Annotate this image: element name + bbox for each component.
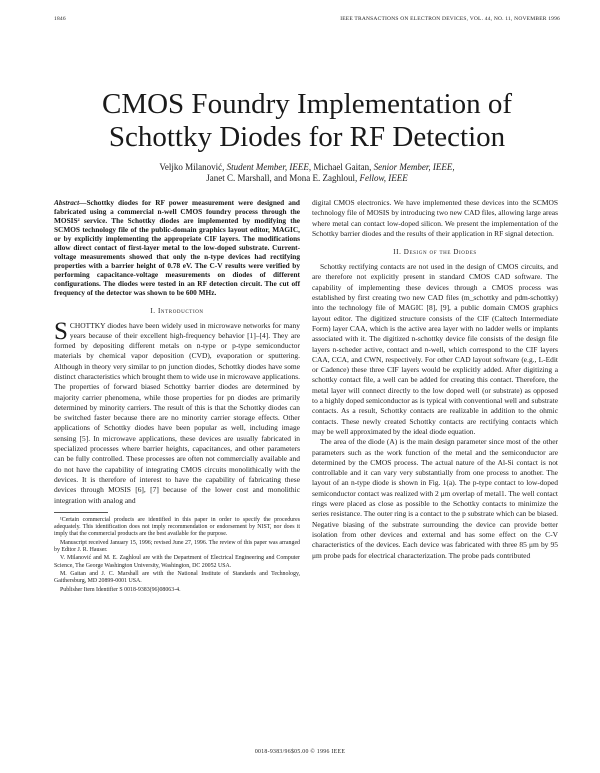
journal-header: IEEE TRANSACTIONS ON ELECTRON DEVICES, VOL. 44, NO. 11, NOVEMBER 1996 <box>340 16 560 22</box>
footnote: Manuscript received January 15, 1996; revised June 27, 1996. The review of this paper was arranged by Editor J. R. Hauser. <box>54 539 300 554</box>
drop-cap: S <box>54 317 68 345</box>
design-paragraph-2: The area of the diode (A) is the main design parameter since most of the other parameters such as the work function of the metal and the semiconductor are determined by the CMOS process. The actual nature of the Al-Si contact is not controllable and it can vary very substantially from one process to another. The layout of an n-type diode is shown in Fig. 1(a). The p-type contact to low-doped semiconductor contact was realized with 2 μm overlap of metal1. The well contact rings were placed as close as possible to the Schottky contacts to minimize the series resistance. The outer ring is a contact to the p substrate which can be biased. Negative biasing of the substrate surrounding the device can provide better isolation from other devices and external and has some effect on the C-V characteristics of the devices. Each device was fabricated with three 85 μm by 95 μm probe pads for electrical characterization. The probe pads contributed <box>312 437 558 560</box>
introduction-continued: digital CMOS electronics. We have implemented these devices into the SCMOS technology file of MOSIS by introducing two new CAD files, allowing large areas where metal can contact low-doped silicon. We present the implementation of the Schottky barrier diodes and the results of their application in RF signal detection. <box>312 198 558 238</box>
abstract-text: Schottky diodes for RF power measurement were designed and fabricated using a commercial n-well CMOS foundry process through the MOSIS² service. The Schottky diodes are implemented by modifying the SCMOS technology file of the public-domain graphics layout editor, MAGIC, or by explicitly implementing the appropriate CIF layers. The modifications allow direct contact of first-layer metal to the low-doped substrate. Current-voltage measurements showed that only the n-type devices had rectifying properties with a barrier height of 0.78 eV. The C-V results were verified by performing capacitance-voltage measurements on diodes of different configurations. The diodes were tested in an RF detection circuit. The cut off frequency of the detector was shown to be 600 MHz. <box>54 198 300 298</box>
design-paragraph-1: Schottky rectifying contacts are not used in the design of CMOS circuits, and are therefore not explicitly present in standard CMOS CAD software. The capability of implementing these devices through a CMOS process was established by first creating two new CAD files (m_schottky and pdm-schottky) into the technology file of MAGIC [8], [9], a public domain CMOS graphics layout editor. The digitized structure consists of the CIF (Caltech Intermediate Form) layer CAA, which is the active area layer with no ladder wells or implants associated with it. The digitized n-schottky device file consists of the design file layers n-scheder active, contact and n-well, which correspond to the CIF layers CAA, CCA, and CWN, respectively. For other CAD layout software (e.g., L-Edit or Cadence) these three CIF layers would be explicitly added. After digitizing a schottky contact file, a well can be added for creating this contact. Therefore, the metal layer will connect directly to the low doped well (or substrate) as opposed to a highly doped semiconductor as is typical with conventional well and substrate contacts. As a result, Schottky contacts are realizable in addition to the ohmic contacts. These newly created Schottky contacts are rectifying contacts which may be well approximated by the ideal diode equation. <box>312 262 558 436</box>
title-line-1: CMOS Foundry Implementation of <box>101 88 512 120</box>
left-column <box>54 198 300 595</box>
title-line-2: Schottky Diodes for RF Detection <box>108 121 506 153</box>
page-number: 1846 <box>54 16 66 22</box>
introduction-paragraph <box>54 317 300 506</box>
author-1: Veljko Milanović, <box>159 162 225 172</box>
footnotes <box>54 517 300 594</box>
footnote: ¹Certain commercial products are identified in this paper in order to specify the procedures adequately. This identification does not imply recommendation or endorsement by NIST, nor does it imply that the commercial products are the best available for the purpose. <box>54 516 300 538</box>
introduction-text: CHOTTKY diodes have been widely used in microwave networks for many years because of their excellent high-frequency behavior [1]–[4]. They are formed by depositing different metals on n-type or p-type semiconductor materials by chemical vapor deposition (CVD), evaporation or sputtering. Although in theory very similar to pn junction diodes, Schottky diodes have some distinct characteristics which brought them to wide use in microwave applications. The properties of forward biased Schottky barrier diodes are determined by majority carrier phenomena, while those properties for pn diodes are primarily determined by minority carriers. The result of this is that the Schottky diodes can be switched faster because there are no minority carrier storage effects. Other applications of Schottky diodes have been popular as well, including image sensing [5]. In microwave applications, these devices are usually fabricated in specialized processes where barrier heights, capacitances, and other parameters can be fully controlled. These processes are often not commercially available and do not have the capability of integrating CMOS circuits monolithically with the devices. It is therefore of interest to have the capability of fabricating these devices through MOSIS [6], [7] because of the lower cost and monolithic integration with analog and <box>54 320 300 505</box>
paper-title <box>54 88 560 154</box>
section-heading-design: II. Design of the Diodes <box>393 248 477 257</box>
abstract <box>54 198 300 298</box>
running-header <box>54 16 560 24</box>
abstract-label: Abstract— <box>54 198 87 207</box>
footnote: V. Milanović and M. E. Zaghloul are with the Department of Electrical Engineering and Computer Science, The George Washington University, Washington, DC 20052 USA. <box>54 555 300 569</box>
footnote: M. Gaitan and J. C. Marshall are with the National Institute of Standards and Technology, Gaithersburg, MD 20899-0001 USA. <box>54 570 300 585</box>
footnote: Publisher Item Identifier S 0018-9383(96)08063-4. <box>60 586 181 593</box>
author-2: Michael Gaitan, <box>313 162 372 172</box>
section-heading-introduction: I. Introduction <box>150 306 204 315</box>
issn-copyright: 0018-9383/96$05.00 © 1996 IEEE <box>254 749 346 755</box>
author-2-role: Senior Member, IEEE, <box>373 162 455 172</box>
page-footer <box>0 749 600 755</box>
author-1-role: Student Member, IEEE, <box>226 162 312 172</box>
author-3: Janet C. Marshall, and Mona E. Zaghloul, <box>206 173 358 183</box>
author-3-role: Fellow, IEEE <box>359 173 408 183</box>
author-list <box>90 162 524 184</box>
footnote-divider <box>54 512 108 513</box>
right-column <box>312 198 558 561</box>
